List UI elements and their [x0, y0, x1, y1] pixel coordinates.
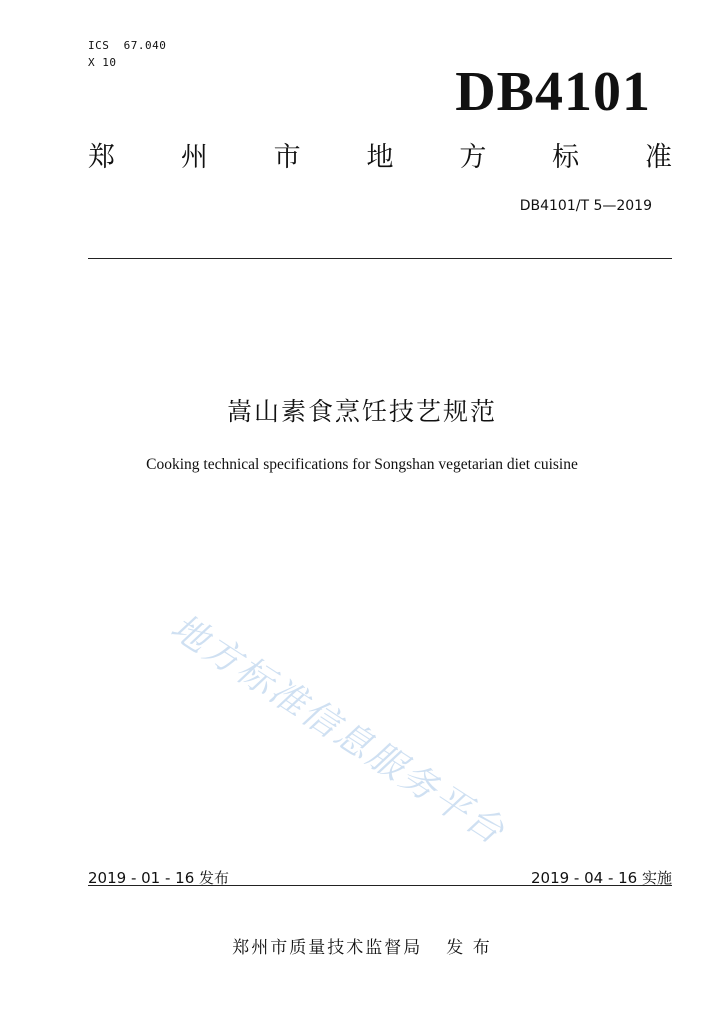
document-number: DB4101/T 5—2019: [519, 198, 652, 214]
publisher-action: 发 布: [446, 938, 492, 958]
ccs-code: X 10: [88, 56, 117, 69]
publisher-name: 郑州市质量技术监督局: [232, 938, 423, 958]
standard-type-heading: [88, 140, 672, 176]
implementation-date: 2019 - 04 - 16 实施: [530, 869, 672, 887]
issue-date: 2019 - 01 - 16 发布: [88, 869, 230, 887]
standard-type-char: 准: [644, 142, 672, 173]
standard-type-char: 州: [180, 142, 208, 173]
standard-type-char: 标: [552, 142, 580, 173]
title-chinese: 嵩山素食烹饪技艺规范: [226, 397, 497, 426]
standard-type-char: 郑: [88, 142, 115, 173]
classification-codes: [88, 37, 166, 71]
top-divider: [88, 258, 672, 259]
bottom-divider: [88, 885, 672, 886]
title-english: Cooking technical specifications for Songshan vegetarian diet cuisine: [146, 456, 578, 473]
standard-type-char: 市: [273, 142, 301, 173]
publisher-line: [0, 933, 724, 958]
ics-code: ICS 67.040: [88, 39, 167, 52]
standard-type-char: 方: [459, 142, 487, 173]
standard-type-char: 地: [366, 142, 394, 173]
standard-code: DB4101: [455, 61, 651, 123]
watermark: 地方标准信息服务平台: [163, 606, 513, 854]
